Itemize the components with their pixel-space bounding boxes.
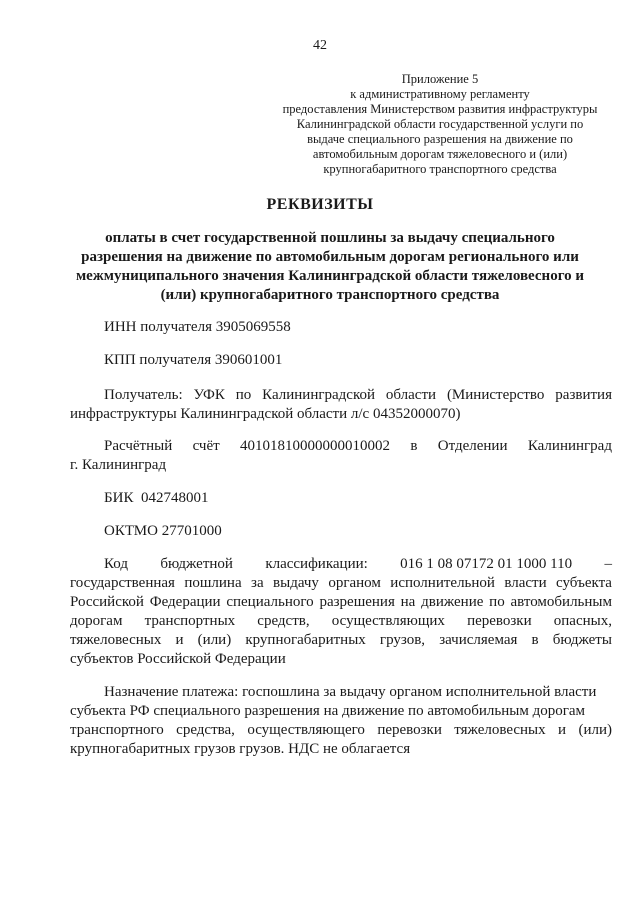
oktmo-text: ОКТМО 27701000 — [104, 523, 222, 539]
oktmo-field — [104, 522, 612, 541]
word: УФК — [193, 387, 225, 403]
word: Получатель: — [104, 387, 183, 403]
recipient-field — [70, 386, 612, 424]
appendix-line: крупногабаритного транспортного средства — [323, 162, 557, 176]
word: – — [604, 556, 612, 572]
word: средств, — [257, 613, 310, 629]
appendix-line: предоставления Министерством развития инфраструктуры — [282, 102, 598, 116]
appendix-line: выдаче специального разрешения на движение по — [307, 132, 573, 146]
document-title: РЕКВИЗИТЫ — [266, 196, 374, 213]
recipient-line-2: инфраструктуры Калининградской области л/с 04352000070) — [70, 406, 461, 422]
word: разрешения — [319, 594, 395, 610]
appendix-line: Приложение 5 — [401, 72, 479, 86]
word: Код — [104, 556, 128, 572]
appendix-header — [270, 72, 610, 177]
bik-text: БИК 042748001 — [104, 490, 209, 506]
word: Отделении — [437, 438, 508, 454]
word: специального — [226, 594, 314, 610]
word: по — [489, 594, 505, 610]
account-line-1 — [70, 437, 612, 456]
appendix-line: автомобильным дорогам тяжеловесного и (или) — [312, 147, 568, 161]
word: по — [235, 387, 252, 403]
word: тяжеловесных — [70, 632, 162, 648]
word: движение — [421, 594, 484, 610]
word: опасных, — [553, 613, 612, 629]
word: тяжеловесных — [454, 722, 546, 738]
word: средства, — [176, 722, 235, 738]
purpose-field — [70, 683, 612, 759]
word: (или) — [578, 722, 612, 738]
word: перевозки — [377, 722, 442, 738]
word: транспортного — [70, 722, 164, 738]
kbk-line-4 — [70, 612, 612, 631]
document-subtitle — [60, 229, 600, 305]
word: развития — [555, 387, 612, 403]
purpose-line-3 — [70, 721, 612, 740]
word: (или) — [197, 632, 232, 648]
account-field — [70, 437, 612, 475]
word: Федерации — [149, 594, 221, 610]
word: осуществляющих — [331, 613, 445, 629]
word: автомобильным — [510, 594, 612, 610]
word: зачисляемая — [439, 632, 518, 648]
word: осуществляющего — [247, 722, 365, 738]
bik-field — [104, 489, 612, 508]
word: выдачу — [273, 575, 319, 591]
kpp-field — [104, 351, 612, 370]
kbk-line-3 — [70, 593, 612, 612]
appendix-line: Калининградской области государственной услуги по — [296, 117, 584, 131]
word: области — [385, 387, 437, 403]
word: органом — [328, 575, 381, 591]
subtitle-line: разрешения на движение по автомобильным дорогам регионального или — [81, 249, 579, 265]
word: 016 1 08 07172 01 1000 110 — [400, 556, 573, 572]
word: бюджетной — [160, 556, 233, 572]
word: и — [175, 632, 184, 648]
word: в — [531, 632, 539, 648]
kbk-line-5 — [70, 631, 612, 650]
word: и — [558, 722, 567, 738]
subtitle-line: межмуниципального значения Калининградской области тяжеловесного и — [75, 268, 585, 284]
word: бюджеты — [552, 632, 612, 648]
word: 40101810000000010002 — [240, 438, 391, 454]
word: государственная — [70, 575, 175, 591]
purpose-line-2: субъекта РФ специального разрешения на движение по автомобильным дорогам — [70, 703, 586, 719]
word: классификации: — [265, 556, 368, 572]
subtitle-line: оплаты в счет государственной пошлины за выдачу специального — [105, 230, 555, 246]
word: Калининградской — [262, 387, 376, 403]
word: крупногабаритных — [245, 632, 366, 648]
inn-text: ИНН получателя 3905069558 — [104, 319, 291, 335]
word: на — [400, 594, 416, 610]
word: исполнительной — [390, 575, 495, 591]
word: счёт — [192, 438, 220, 454]
word: Российской — [70, 594, 144, 610]
word: пошлина — [184, 575, 242, 591]
word: транспортных — [144, 613, 236, 629]
recipient-line-1 — [70, 386, 612, 405]
purpose-line-4: крупногабаритных грузов грузов. НДС не облагается — [70, 741, 411, 757]
kbk-line-2 — [70, 574, 612, 593]
word: грузов, — [379, 632, 426, 648]
appendix-line: к административному регламенту — [350, 87, 530, 101]
kbk-line-6: субъектов Российской Федерации — [70, 651, 286, 667]
word: в — [410, 438, 418, 454]
kbk-line-1 — [70, 555, 612, 574]
page-number: 42 — [313, 38, 327, 53]
word: перевозки — [467, 613, 532, 629]
subtitle-line: (или) крупногабаритного транспортного средства — [160, 287, 500, 303]
kbk-field — [70, 555, 612, 669]
word: Расчётный — [104, 438, 173, 454]
word: за — [251, 575, 264, 591]
word: дорогам — [70, 613, 123, 629]
account-line-2: г. Калининград — [70, 457, 167, 473]
word: (Министерство — [446, 387, 545, 403]
word: субъекта — [556, 575, 612, 591]
word: Калининград — [527, 438, 612, 454]
purpose-line-1: Назначение платежа: госпошлина за выдачу органом исполнительной власти — [104, 684, 597, 700]
inn-field — [104, 318, 612, 337]
kpp-text: КПП получателя 390601001 — [104, 352, 283, 368]
word: власти — [504, 575, 547, 591]
